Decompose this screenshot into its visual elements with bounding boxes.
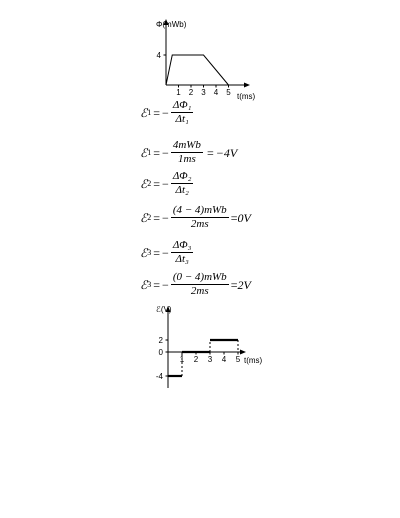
emf-subscript: 2	[147, 178, 152, 188]
flux-x-tick-label: 2	[188, 88, 194, 97]
denominator: 2ms	[190, 218, 209, 230]
flux-x-tick-label: 5	[226, 88, 231, 97]
fraction	[171, 272, 229, 297]
flux-chart	[148, 15, 268, 101]
emf-subscript: 3	[147, 279, 152, 289]
equation-emf1-value	[140, 140, 237, 165]
emf-subscript: 1	[147, 147, 152, 157]
flux-y-tick-label: 4	[156, 51, 161, 60]
equation-emf2-value	[140, 205, 251, 230]
equals-sign: =	[153, 105, 161, 120]
emf-x-tick-label: 2	[193, 355, 199, 364]
emf-symbol: ℰ	[140, 277, 148, 292]
numerator: (4 − 4)mWb	[172, 204, 227, 216]
emf-x-tick-label: 3	[207, 355, 213, 364]
flux-series-line	[166, 55, 229, 85]
minus-sign: −	[162, 277, 169, 292]
equals-sign: =	[230, 277, 238, 292]
emf-symbol: ℰ	[140, 105, 148, 120]
equals-sign: =	[230, 210, 238, 225]
equals-sign: =	[153, 145, 161, 160]
emf-x-tick-label: 4	[221, 355, 227, 364]
result: 2V	[237, 277, 251, 292]
flux-x-tick-label: 3	[201, 88, 206, 97]
emf-y-label: ℰ(V)	[156, 305, 172, 314]
emf-subscript: 3	[147, 247, 152, 257]
numerator: ΔΦ₁	[172, 99, 192, 111]
fraction	[171, 205, 229, 230]
equals-sign: =	[153, 245, 161, 260]
result: −4V	[215, 145, 238, 160]
emf-y-tick-label: 2	[158, 336, 163, 345]
flux-x-tick-label: 4	[213, 88, 219, 97]
fraction	[171, 240, 194, 265]
denominator: 2ms	[190, 285, 209, 297]
denominator: Δt₂	[175, 184, 189, 196]
minus-sign: −	[162, 210, 169, 225]
equation-emf1-definition	[140, 100, 195, 125]
numerator: (0 − 4)mWb	[172, 271, 227, 283]
emf-x-arrow	[240, 350, 246, 355]
emf-y-tick-label: -4	[155, 372, 163, 381]
emf-subscript: 1	[147, 107, 152, 117]
fraction	[171, 171, 194, 196]
result: 0V	[237, 210, 251, 225]
emf-x-tick-label: 5	[235, 355, 241, 364]
emf-y-tick-label: 0	[158, 348, 163, 357]
emf-symbol: ℰ	[140, 210, 148, 225]
emf-symbol: ℰ	[140, 176, 148, 191]
flux-x-arrow	[244, 83, 250, 88]
equation-emf3-definition	[140, 240, 195, 265]
minus-sign: −	[162, 176, 169, 191]
equation-emf2-definition	[140, 171, 195, 196]
equals-sign: =	[153, 176, 161, 191]
fraction	[171, 140, 203, 165]
denominator: Δt₁	[175, 113, 189, 125]
flux-y-label: Φ(mWb)	[156, 20, 187, 29]
flux-x-tick-label: 1	[176, 88, 181, 97]
denominator: Δt₃	[175, 253, 189, 265]
emf-x-label: t(ms)	[244, 356, 263, 365]
numerator: ΔΦ₂	[172, 170, 192, 182]
emf-x-tick-label: 1	[179, 355, 185, 364]
fraction	[171, 100, 194, 125]
flux-x-label: t(ms)	[237, 92, 256, 101]
equation-emf3-value	[140, 272, 251, 297]
denominator: 1ms	[178, 153, 196, 165]
emf-chart	[148, 300, 268, 395]
minus-sign: −	[162, 245, 169, 260]
equals-sign: =	[206, 145, 214, 160]
minus-sign: −	[162, 105, 169, 120]
numerator: ΔΦ₃	[172, 239, 192, 251]
minus-sign: −	[162, 145, 169, 160]
equals-sign: =	[153, 210, 161, 225]
emf-symbol: ℰ	[140, 245, 148, 260]
numerator: 4mWb	[172, 139, 201, 151]
emf-subscript: 2	[147, 212, 152, 222]
equals-sign: =	[153, 277, 161, 292]
emf-symbol: ℰ	[140, 145, 148, 160]
